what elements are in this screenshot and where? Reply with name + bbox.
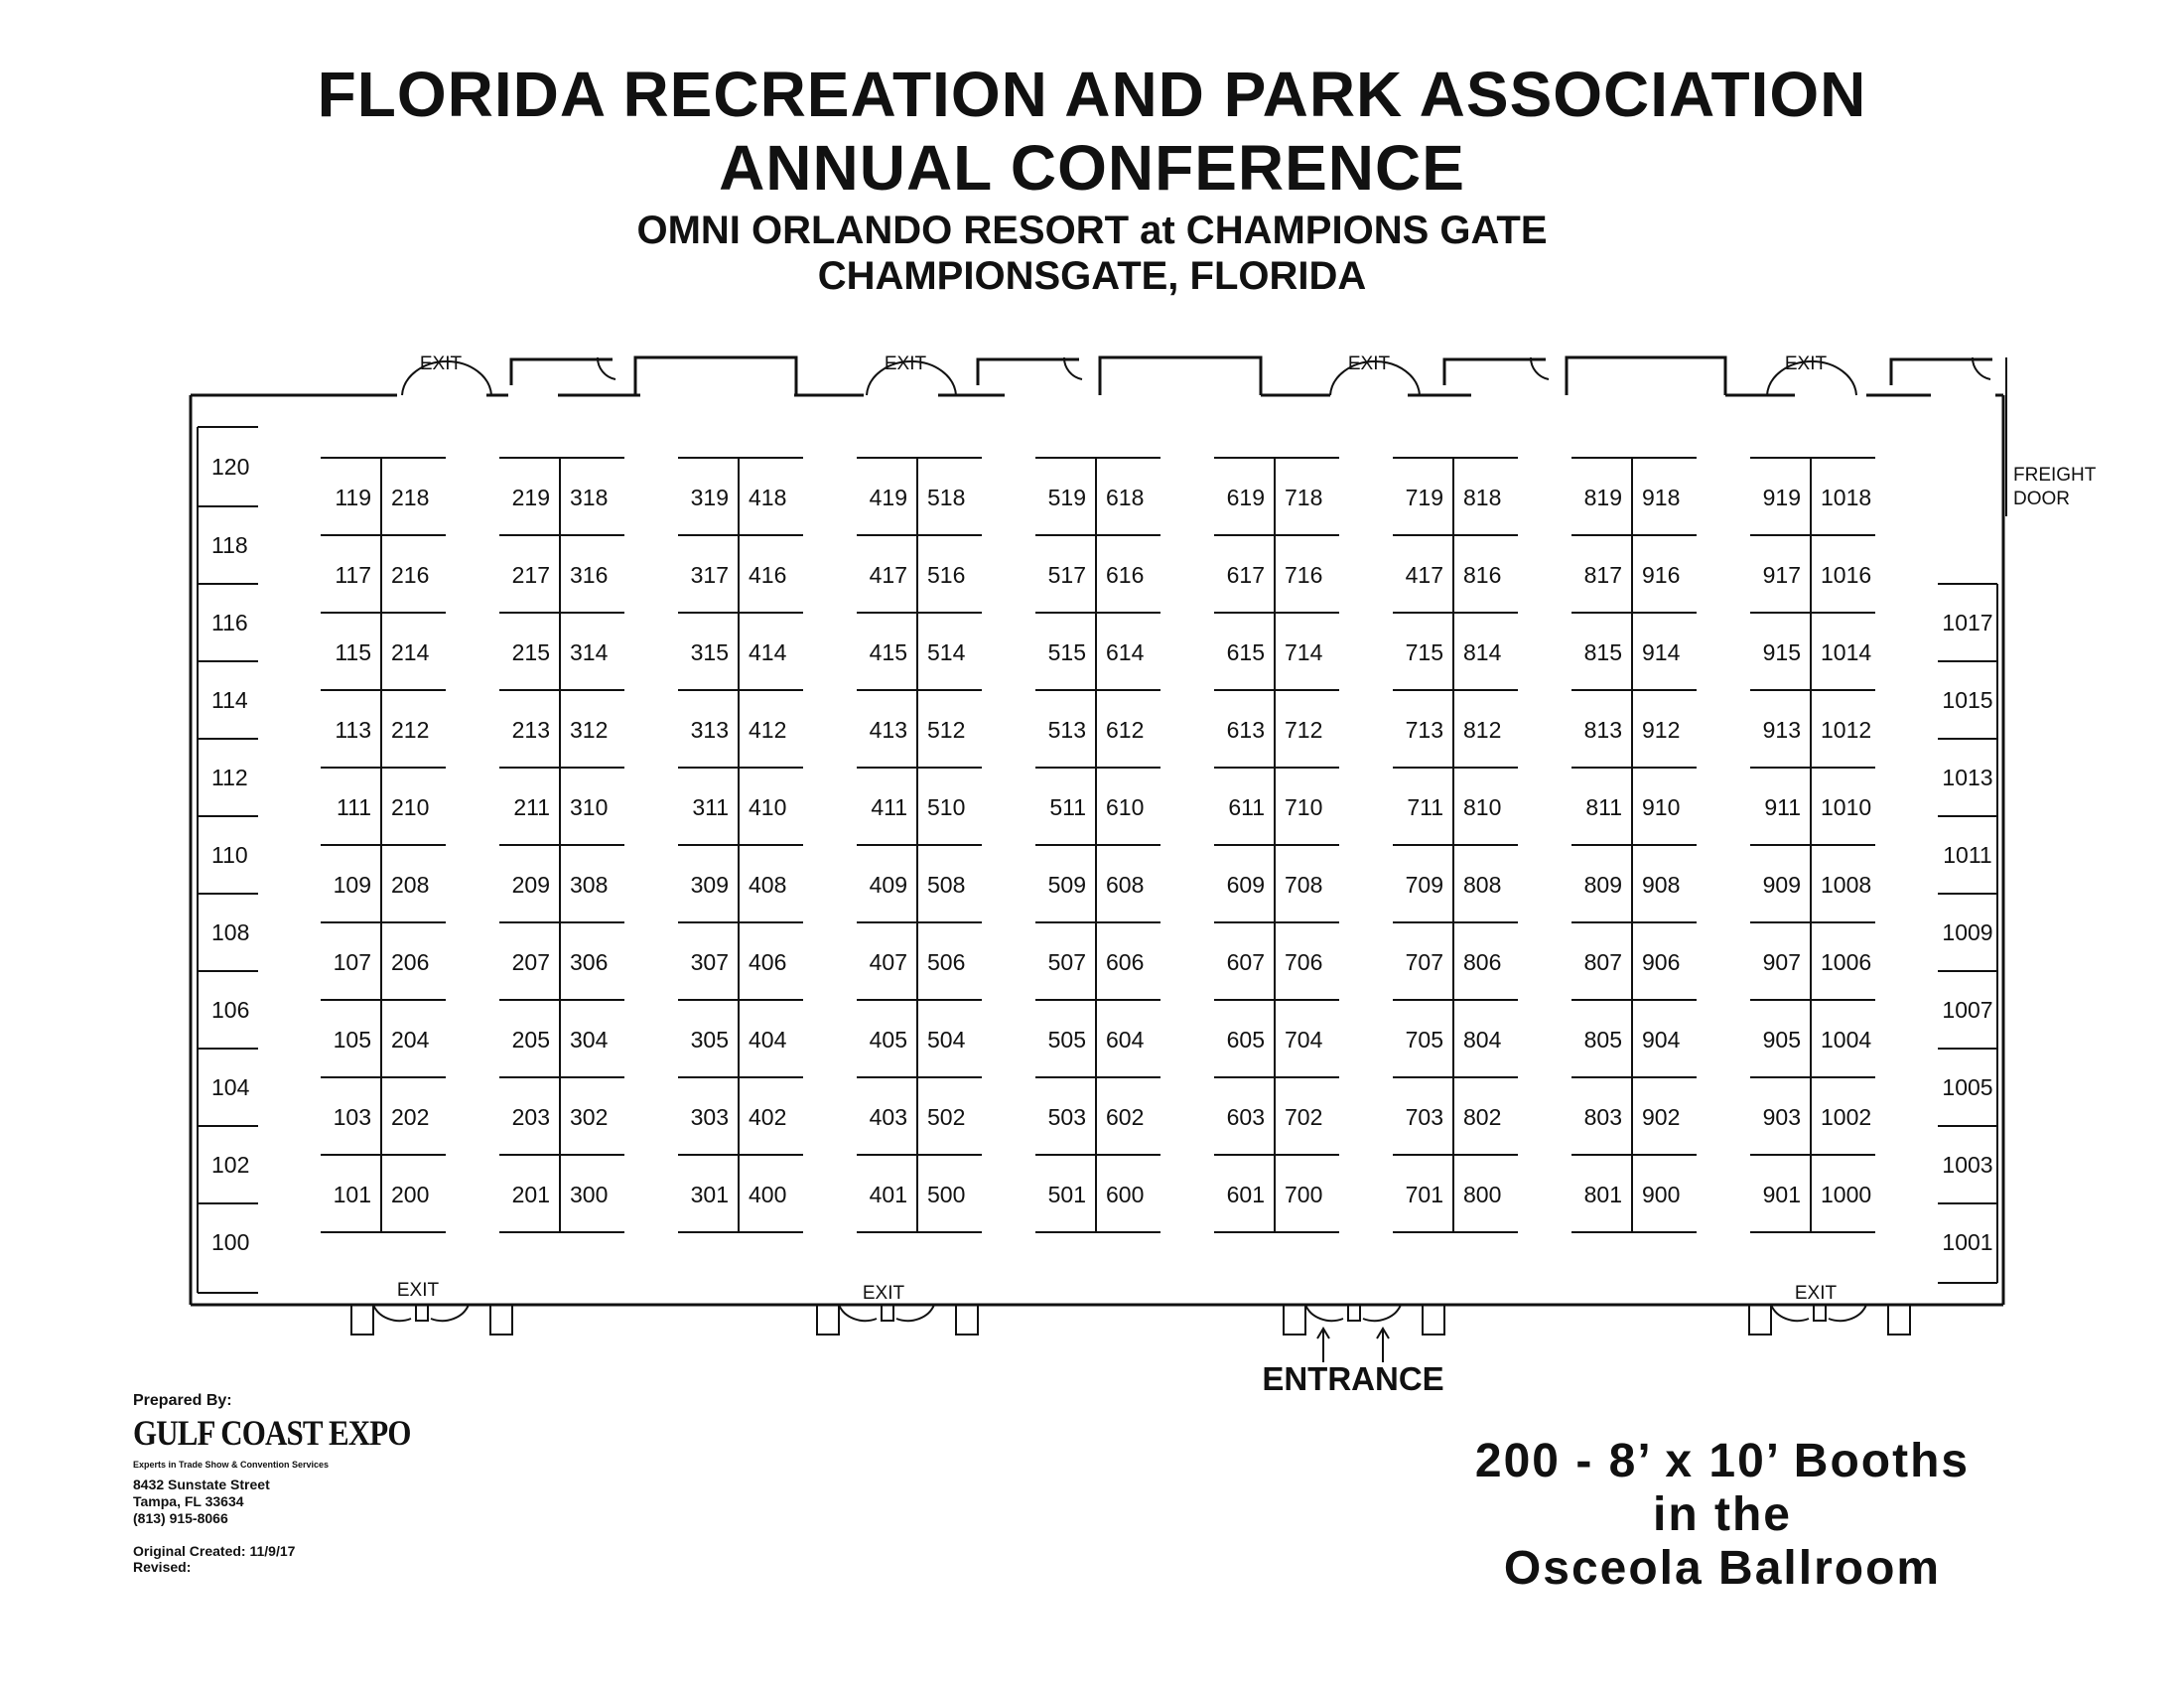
booth-number: 408 <box>749 872 787 898</box>
booth-number: 613 <box>1226 717 1265 743</box>
booth-number: 908 <box>1642 872 1681 898</box>
booth-number: 817 <box>1583 562 1622 588</box>
door-post <box>416 1305 428 1321</box>
wall-alcove <box>1100 357 1261 395</box>
booth-number: 112 <box>211 765 248 790</box>
booth-number: 400 <box>749 1182 787 1207</box>
exit-label: EXIT <box>884 353 927 374</box>
booth-number: 617 <box>1226 562 1265 588</box>
booth-number: 215 <box>511 639 550 665</box>
booth-number: 317 <box>690 562 729 588</box>
booth-number: 510 <box>927 794 966 820</box>
booth-number: 912 <box>1642 717 1681 743</box>
booth-number: 506 <box>927 949 966 975</box>
booth-number: 902 <box>1642 1104 1681 1130</box>
booth-number: 202 <box>391 1104 430 1130</box>
booth-number: 319 <box>690 485 729 510</box>
booth-number: 704 <box>1285 1027 1323 1053</box>
booth-number: 713 <box>1405 717 1443 743</box>
booth-number: 800 <box>1463 1182 1502 1207</box>
booth-number: 611 <box>1228 794 1265 820</box>
booth-number: 417 <box>869 562 907 588</box>
door-post <box>817 1305 839 1335</box>
door-post <box>1423 1305 1444 1335</box>
booth-number: 410 <box>749 794 787 820</box>
booth-number: 612 <box>1106 717 1145 743</box>
booth-number: 405 <box>869 1027 907 1053</box>
booth-number: 619 <box>1226 485 1265 510</box>
booth-number: 718 <box>1285 485 1323 510</box>
booth-number: 508 <box>927 872 966 898</box>
booth-number: 700 <box>1285 1182 1323 1207</box>
booth-number: 218 <box>391 485 430 510</box>
booth-number: 504 <box>927 1027 966 1053</box>
created-date: Original Created: 11/9/17 <box>133 1543 296 1559</box>
booth-number: 1002 <box>1821 1104 1872 1130</box>
booth-number: 401 <box>869 1182 907 1207</box>
booth-number: 914 <box>1642 639 1681 665</box>
booth-number: 315 <box>690 639 729 665</box>
booth-number: 615 <box>1226 639 1265 665</box>
booth-number: 300 <box>570 1182 609 1207</box>
booth-number: 402 <box>749 1104 787 1130</box>
booth-number: 318 <box>570 485 609 510</box>
booth-number: 906 <box>1642 949 1681 975</box>
booth-number: 301 <box>690 1182 729 1207</box>
booth-number: 814 <box>1463 639 1502 665</box>
revised-date: Revised: <box>133 1559 192 1575</box>
booth-number: 1014 <box>1821 639 1872 665</box>
booth-number: 614 <box>1106 639 1145 665</box>
booth-number: 711 <box>1407 794 1443 820</box>
booth-number: 816 <box>1463 562 1502 588</box>
booth-number: 810 <box>1463 794 1502 820</box>
booth-number: 517 <box>1047 562 1086 588</box>
booth-number: 203 <box>511 1104 550 1130</box>
address-street: 8432 Sunstate Street <box>133 1477 270 1492</box>
booth-number: 115 <box>335 639 371 665</box>
booth-number: 1001 <box>1942 1229 1993 1255</box>
booth-number: 916 <box>1642 562 1681 588</box>
door-swing <box>1363 1305 1401 1321</box>
title-line-1: FLORIDA RECREATION AND PARK ASSOCIATION <box>317 59 1867 130</box>
booth-number: 206 <box>391 949 430 975</box>
booth-number: 915 <box>1762 639 1801 665</box>
booth-number: 609 <box>1226 872 1265 898</box>
address-city: Tampa, FL 33634 <box>133 1493 244 1509</box>
booth-number: 804 <box>1463 1027 1502 1053</box>
booth-number: 208 <box>391 872 430 898</box>
booth-number: 312 <box>570 717 609 743</box>
booth-number: 313 <box>690 717 729 743</box>
booth-number: 818 <box>1463 485 1502 510</box>
booth-number: 106 <box>211 997 250 1023</box>
booth-number: 509 <box>1047 872 1086 898</box>
booth-number: 404 <box>749 1027 787 1053</box>
booth-number: 118 <box>211 532 248 558</box>
booth-number: 605 <box>1226 1027 1265 1053</box>
booth-number: 214 <box>391 639 430 665</box>
booth-number: 516 <box>927 562 966 588</box>
freight-door-label: FREIGHT <box>2013 465 2097 486</box>
booth-number: 809 <box>1583 872 1622 898</box>
booth-number: 710 <box>1285 794 1323 820</box>
booth-number: 120 <box>211 454 250 480</box>
booth-number: 712 <box>1285 717 1323 743</box>
booth-number: 808 <box>1463 872 1502 898</box>
exit-label: EXIT <box>1794 1283 1838 1304</box>
booth-number: 310 <box>570 794 609 820</box>
booth-number: 719 <box>1405 485 1443 510</box>
booth-number: 714 <box>1285 639 1323 665</box>
door-post <box>1749 1305 1771 1335</box>
booth-number: 514 <box>927 639 966 665</box>
booth-grid <box>198 427 1997 1293</box>
booth-number: 109 <box>333 872 371 898</box>
booth-number: 507 <box>1047 949 1086 975</box>
booth-number: 903 <box>1762 1104 1801 1130</box>
booth-number: 602 <box>1106 1104 1145 1130</box>
door-post <box>1348 1305 1360 1321</box>
booth-number: 419 <box>869 485 907 510</box>
booth-number: 703 <box>1405 1104 1443 1130</box>
booth-number: 409 <box>869 872 907 898</box>
booth-number: 910 <box>1642 794 1681 820</box>
booth-number: 901 <box>1762 1182 1801 1207</box>
booth-number: 302 <box>570 1104 609 1130</box>
booth-number: 917 <box>1762 562 1801 588</box>
booth-number: 1015 <box>1942 687 1993 713</box>
booth-number: 1011 <box>1943 842 1992 868</box>
booth-number: 900 <box>1642 1182 1681 1207</box>
booth-number: 412 <box>749 717 787 743</box>
booth-number: 501 <box>1047 1182 1086 1207</box>
booth-number: 213 <box>511 717 550 743</box>
booth-number: 104 <box>211 1074 250 1100</box>
booth-number: 513 <box>1047 717 1086 743</box>
booth-number: 100 <box>211 1229 250 1255</box>
door-swing <box>839 1305 877 1321</box>
booth-summary-line-2: in the <box>1653 1488 1792 1541</box>
booth-number: 212 <box>391 717 430 743</box>
booth-number: 119 <box>335 485 371 510</box>
booth-number: 618 <box>1106 485 1145 510</box>
booth-number: 1012 <box>1821 717 1872 743</box>
booth-number: 200 <box>391 1182 430 1207</box>
booth-number: 608 <box>1106 872 1145 898</box>
booth-number: 807 <box>1583 949 1622 975</box>
exit-label: EXIT <box>1784 353 1828 374</box>
booth-number: 805 <box>1583 1027 1622 1053</box>
wall-alcove <box>1567 357 1725 395</box>
booth-number: 1006 <box>1821 949 1872 975</box>
booth-number: 811 <box>1585 794 1622 820</box>
booth-number: 904 <box>1642 1027 1681 1053</box>
booth-number: 709 <box>1405 872 1443 898</box>
booth-number: 1016 <box>1821 562 1872 588</box>
booth-number: 415 <box>869 639 907 665</box>
booth-number: 107 <box>333 949 371 975</box>
door-post <box>1814 1305 1826 1321</box>
booth-number: 604 <box>1106 1027 1145 1053</box>
booth-number: 1013 <box>1942 765 1993 790</box>
booth-number: 304 <box>570 1027 609 1053</box>
booth-number: 219 <box>511 485 550 510</box>
booth-number: 311 <box>692 794 729 820</box>
booth-number: 600 <box>1106 1182 1145 1207</box>
door-swing <box>1829 1305 1866 1321</box>
venue-line-2: CHAMPIONSGATE, FLORIDA <box>817 254 1367 298</box>
booth-number: 610 <box>1106 794 1145 820</box>
booth-number: 316 <box>570 562 609 588</box>
booth-number: 911 <box>1764 794 1801 820</box>
booth-number: 1003 <box>1942 1152 1993 1178</box>
booth-number: 812 <box>1463 717 1502 743</box>
booth-number: 113 <box>335 717 371 743</box>
booth-number: 201 <box>511 1182 550 1207</box>
booth-number: 417 <box>1405 562 1443 588</box>
booth-number: 216 <box>391 562 430 588</box>
booth-number: 716 <box>1285 562 1323 588</box>
booth-number: 413 <box>869 717 907 743</box>
title-line-2: ANNUAL CONFERENCE <box>719 132 1465 204</box>
booth-number: 607 <box>1226 949 1265 975</box>
door-post <box>351 1305 373 1335</box>
door-post <box>956 1305 978 1335</box>
booth-number: 603 <box>1226 1104 1265 1130</box>
door-swing <box>431 1305 469 1321</box>
booth-number: 305 <box>690 1027 729 1053</box>
booth-number: 211 <box>513 794 550 820</box>
booth-number: 108 <box>211 919 250 945</box>
booth-number: 705 <box>1405 1027 1443 1053</box>
booth-number: 105 <box>333 1027 371 1053</box>
booth-number: 503 <box>1047 1104 1086 1130</box>
booth-number: 1008 <box>1821 872 1872 898</box>
booth-number: 819 <box>1583 485 1622 510</box>
booth-number: 505 <box>1047 1027 1086 1053</box>
booth-number: 1009 <box>1942 919 1993 945</box>
booth-number: 806 <box>1463 949 1502 975</box>
door-swing <box>1771 1305 1809 1321</box>
door-post <box>490 1305 512 1335</box>
company-tagline: Experts in Trade Show & Convention Services <box>133 1460 330 1470</box>
company-logo: GULF COAST EXPO <box>133 1413 411 1453</box>
booth-summary-line-3: Osceola Ballroom <box>1503 1542 1942 1595</box>
booth-number: 1017 <box>1942 610 1993 635</box>
booth-number: 606 <box>1106 949 1145 975</box>
booth-number: 919 <box>1762 485 1801 510</box>
booth-number: 117 <box>335 562 371 588</box>
booth-number: 706 <box>1285 949 1323 975</box>
booth-number: 801 <box>1583 1182 1622 1207</box>
booth-number: 519 <box>1047 485 1086 510</box>
booth-number: 512 <box>927 717 966 743</box>
booth-number: 511 <box>1049 794 1086 820</box>
booth-number: 204 <box>391 1027 430 1053</box>
booth-number: 111 <box>337 794 371 820</box>
exit-label: EXIT <box>1347 353 1391 374</box>
booth-number: 616 <box>1106 562 1145 588</box>
booth-number: 303 <box>690 1104 729 1130</box>
booth-number: 518 <box>927 485 966 510</box>
booth-number: 907 <box>1762 949 1801 975</box>
wall-alcove <box>635 357 796 395</box>
door-swing <box>896 1305 934 1321</box>
booth-number: 1005 <box>1942 1074 1993 1100</box>
booth-number: 314 <box>570 639 609 665</box>
booth-number: 308 <box>570 872 609 898</box>
booth-number: 1007 <box>1942 997 1993 1023</box>
booth-number: 813 <box>1583 717 1622 743</box>
door-post <box>1284 1305 1305 1335</box>
booth-number: 101 <box>333 1182 371 1207</box>
booth-number: 702 <box>1285 1104 1323 1130</box>
booth-number: 418 <box>749 485 787 510</box>
booth-number: 309 <box>690 872 729 898</box>
booth-summary-line-1: 200 - 8’ x 10’ Booths <box>1474 1435 1971 1487</box>
door-post <box>882 1305 893 1321</box>
booth-number: 116 <box>211 610 248 635</box>
booth-number: 601 <box>1226 1182 1265 1207</box>
door-swing <box>373 1305 411 1321</box>
booth-number: 411 <box>871 794 907 820</box>
exit-label: EXIT <box>419 353 463 374</box>
booth-number: 815 <box>1583 639 1622 665</box>
booth-number: 207 <box>511 949 550 975</box>
booth-number: 217 <box>511 562 550 588</box>
booth-number: 406 <box>749 949 787 975</box>
booth-number: 802 <box>1463 1104 1502 1130</box>
booth-number: 102 <box>211 1152 250 1178</box>
booth-number: 701 <box>1405 1182 1443 1207</box>
exit-label: EXIT <box>396 1280 440 1301</box>
booth-number: 110 <box>211 842 248 868</box>
door-swing <box>1305 1305 1343 1321</box>
booth-number: 1010 <box>1821 794 1872 820</box>
booth-number: 502 <box>927 1104 966 1130</box>
booth-number: 306 <box>570 949 609 975</box>
booth-number: 210 <box>391 794 430 820</box>
booth-number: 103 <box>333 1104 371 1130</box>
booth-number: 1000 <box>1821 1182 1872 1207</box>
ballroom-walls <box>191 357 2006 1305</box>
booth-number: 205 <box>511 1027 550 1053</box>
address-phone: (813) 915-8066 <box>133 1510 228 1526</box>
booth-number: 803 <box>1583 1104 1622 1130</box>
booth-number: 414 <box>749 639 787 665</box>
booth-number: 114 <box>211 687 248 713</box>
booth-number: 1004 <box>1821 1027 1872 1053</box>
booth-number: 209 <box>511 872 550 898</box>
booth-number: 515 <box>1047 639 1086 665</box>
prepared-by-label: Prepared By: <box>133 1392 232 1409</box>
booth-number: 1018 <box>1821 485 1872 510</box>
booth-number: 407 <box>869 949 907 975</box>
booth-number: 307 <box>690 949 729 975</box>
booth-number: 918 <box>1642 485 1681 510</box>
booth-number: 403 <box>869 1104 907 1130</box>
venue-line-1: OMNI ORLANDO RESORT at CHAMPIONS GATE <box>636 209 1548 252</box>
door-post <box>1888 1305 1910 1335</box>
booth-number: 913 <box>1762 717 1801 743</box>
booth-number: 500 <box>927 1182 966 1207</box>
booth-number: 909 <box>1762 872 1801 898</box>
booth-number: 715 <box>1405 639 1443 665</box>
booth-number: 416 <box>749 562 787 588</box>
booth-number: 707 <box>1405 949 1443 975</box>
freight-door-label: DOOR <box>2013 489 2070 509</box>
exit-label: EXIT <box>862 1283 905 1304</box>
entrance-label: ENTRANCE <box>1262 1360 1444 1397</box>
booth-number: 708 <box>1285 872 1323 898</box>
booth-number: 905 <box>1762 1027 1801 1053</box>
